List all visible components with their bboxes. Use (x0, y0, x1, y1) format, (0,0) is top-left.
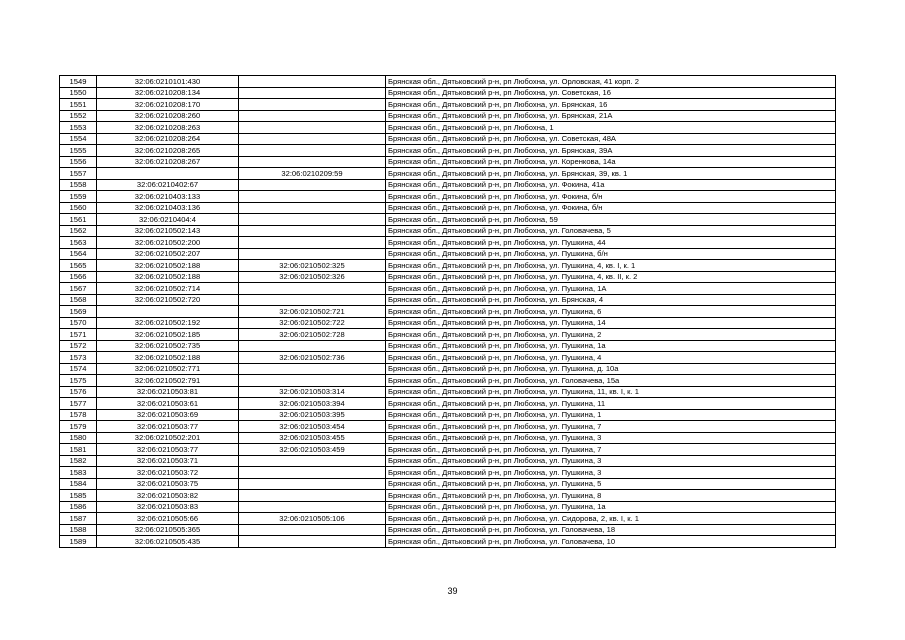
table-row (60, 398, 836, 410)
object-cadastral-number-cell (239, 225, 386, 237)
object-cadastral-number-cell: 32:06:0210503:395 (239, 409, 386, 421)
table-row (60, 122, 836, 134)
row-number-cell: 1552 (60, 110, 97, 122)
row-number-cell: 1553 (60, 122, 97, 134)
land-cadastral-number-cell: 32:06:0210208:263 (97, 122, 239, 134)
object-cadastral-number-cell: 32:06:0210503:454 (239, 421, 386, 433)
row-number-cell: 1571 (60, 329, 97, 341)
object-cadastral-number-cell: 32:06:0210503:455 (239, 432, 386, 444)
row-number-cell: 1579 (60, 421, 97, 433)
object-cadastral-number-cell: 32:06:0210503:394 (239, 398, 386, 410)
table-row (60, 340, 836, 352)
address-cell: Брянская обл., Дятьковский р-н, рп Любохна, ул. Брянская, 39, кв. 1 (386, 168, 836, 180)
row-number-cell: 1557 (60, 168, 97, 180)
land-cadastral-number-cell: 32:06:0210208:267 (97, 156, 239, 168)
row-number-cell: 1550 (60, 87, 97, 99)
address-cell: Брянская обл., Дятьковский р-н, рп Любохна, ул. Советская, 16 (386, 87, 836, 99)
table-row (60, 271, 836, 283)
table-row (60, 536, 836, 548)
table-row (60, 179, 836, 191)
table-row (60, 156, 836, 168)
address-cell: Брянская обл., Дятьковский р-н, рп Любохна, ул. Советская, 48А (386, 133, 836, 145)
land-cadastral-number-cell: 32:06:0210503:77 (97, 444, 239, 456)
address-cell: Брянская обл., Дятьковский р-н, рп Любохна, ул. Фокина, б/н (386, 191, 836, 203)
address-cell: Брянская обл., Дятьковский р-н, рп Любохна, ул. Головачева, 18 (386, 524, 836, 536)
table-row (60, 260, 836, 272)
address-cell: Брянская обл., Дятьковский р-н, рп Любохна, ул. Пушкина, 7 (386, 444, 836, 456)
table-row (60, 524, 836, 536)
address-cell: Брянская обл., Дятьковский р-н, рп Любохна, ул. Пушкина, 2 (386, 329, 836, 341)
land-cadastral-number-cell: 32:06:0210503:83 (97, 501, 239, 513)
land-cadastral-number-cell: 32:06:0210503:77 (97, 421, 239, 433)
row-number-cell: 1589 (60, 536, 97, 548)
page-number: 39 (447, 586, 458, 596)
table-row (60, 133, 836, 145)
land-cadastral-number-cell: 32:06:0210503:81 (97, 386, 239, 398)
table-row (60, 455, 836, 467)
address-cell: Брянская обл., Дятьковский р-н, рп Любохна, ул. Пушкина, 4, кв. I, к. 1 (386, 260, 836, 272)
land-cadastral-number-cell: 32:06:0210502:143 (97, 225, 239, 237)
land-cadastral-number-cell: 32:06:0210502:185 (97, 329, 239, 341)
land-cadastral-number-cell: 32:06:0210505:365 (97, 524, 239, 536)
table-row (60, 110, 836, 122)
row-number-cell: 1586 (60, 501, 97, 513)
object-cadastral-number-cell (239, 375, 386, 387)
address-cell: Брянская обл., Дятьковский р-н, рп Любохна, ул. Пушкина, 44 (386, 237, 836, 249)
object-cadastral-number-cell (239, 99, 386, 111)
object-cadastral-number-cell (239, 283, 386, 295)
row-number-cell: 1567 (60, 283, 97, 295)
object-cadastral-number-cell (239, 202, 386, 214)
object-cadastral-number-cell (239, 340, 386, 352)
address-cell: Брянская обл., Дятьковский р-н, рп Любохна, ул. Коренкова, 14а (386, 156, 836, 168)
object-cadastral-number-cell (239, 248, 386, 260)
table-row (60, 237, 836, 249)
row-number-cell: 1561 (60, 214, 97, 226)
row-number-cell: 1573 (60, 352, 97, 364)
land-cadastral-number-cell: 32:06:0210503:69 (97, 409, 239, 421)
land-cadastral-number-cell: 32:06:0210505:66 (97, 513, 239, 525)
table-row (60, 202, 836, 214)
table-row (60, 76, 836, 88)
land-cadastral-number-cell: 32:06:0210502:714 (97, 283, 239, 295)
address-cell: Брянская обл., Дятьковский р-н, рп Любохна, 1 (386, 122, 836, 134)
table-row (60, 168, 836, 180)
table-row (60, 283, 836, 295)
row-number-cell: 1585 (60, 490, 97, 502)
table-row (60, 145, 836, 157)
land-cadastral-number-cell: 32:06:0210502:771 (97, 363, 239, 375)
land-cadastral-number-cell: 32:06:0210503:71 (97, 455, 239, 467)
row-number-cell: 1559 (60, 191, 97, 203)
table-row (60, 444, 836, 456)
object-cadastral-number-cell (239, 214, 386, 226)
address-cell: Брянская обл., Дятьковский р-н, рп Любохна, ул. Пушкина, 3 (386, 432, 836, 444)
land-cadastral-number-cell: 32:06:0210503:82 (97, 490, 239, 502)
row-number-cell: 1568 (60, 294, 97, 306)
land-cadastral-number-cell: 32:06:0210208:260 (97, 110, 239, 122)
object-cadastral-number-cell: 32:06:0210502:736 (239, 352, 386, 364)
table-row (60, 501, 836, 513)
land-cadastral-number-cell: 32:06:0210502:201 (97, 432, 239, 444)
row-number-cell: 1580 (60, 432, 97, 444)
land-cadastral-number-cell: 32:06:0210503:72 (97, 467, 239, 479)
address-cell: Брянская обл., Дятьковский р-н, рп Любохна, ул. Пушкина, 14 (386, 317, 836, 329)
table-row (60, 490, 836, 502)
row-number-cell: 1588 (60, 524, 97, 536)
object-cadastral-number-cell (239, 87, 386, 99)
row-number-cell: 1575 (60, 375, 97, 387)
address-cell: Брянская обл., Дятьковский р-н, рп Любохна, ул. Орловская, 41 корп. 2 (386, 76, 836, 88)
object-cadastral-number-cell (239, 237, 386, 249)
address-cell: Брянская обл., Дятьковский р-н, рп Любохна, 59 (386, 214, 836, 226)
row-number-cell: 1562 (60, 225, 97, 237)
land-cadastral-number-cell: 32:06:0210101:430 (97, 76, 239, 88)
table-row (60, 294, 836, 306)
table-row (60, 478, 836, 490)
address-cell: Брянская обл., Дятьковский р-н, рп Любохна, ул. Пушкина, 4, кв. II, к. 2 (386, 271, 836, 283)
address-cell: Брянская обл., Дятьковский р-н, рп Любохна, ул. Брянская, 16 (386, 99, 836, 111)
land-cadastral-number-cell: 32:06:0210502:192 (97, 317, 239, 329)
table-body (60, 76, 836, 548)
object-cadastral-number-cell: 32:06:0210209:59 (239, 168, 386, 180)
object-cadastral-number-cell (239, 363, 386, 375)
row-number-cell: 1558 (60, 179, 97, 191)
row-number-cell: 1578 (60, 409, 97, 421)
row-number-cell: 1587 (60, 513, 97, 525)
table-row (60, 409, 836, 421)
row-number-cell: 1570 (60, 317, 97, 329)
land-cadastral-number-cell: 32:06:0210208:134 (97, 87, 239, 99)
table-row (60, 248, 836, 260)
address-cell: Брянская обл., Дятьковский р-н, рп Любохна, ул. Пушкина, 1А (386, 283, 836, 295)
address-cell: Брянская обл., Дятьковский р-н, рп Любохна, ул. Сидорова, 2, кв. I, к. 1 (386, 513, 836, 525)
address-cell: Брянская обл., Дятьковский р-н, рп Любохна, ул. Головачева, 5 (386, 225, 836, 237)
table-row (60, 467, 836, 479)
object-cadastral-number-cell: 32:06:0210502:325 (239, 260, 386, 272)
address-cell: Брянская обл., Дятьковский р-н, рп Любохна, ул. Брянская, 21А (386, 110, 836, 122)
table-row (60, 99, 836, 111)
object-cadastral-number-cell (239, 478, 386, 490)
table-row (60, 352, 836, 364)
object-cadastral-number-cell: 32:06:0210503:459 (239, 444, 386, 456)
row-number-cell: 1555 (60, 145, 97, 157)
land-cadastral-number-cell: 32:06:0210502:188 (97, 352, 239, 364)
land-cadastral-number-cell: 32:06:0210502:188 (97, 260, 239, 272)
address-cell: Брянская обл., Дятьковский р-н, рп Любохна, ул. Фокина, 41а (386, 179, 836, 191)
object-cadastral-number-cell (239, 536, 386, 548)
object-cadastral-number-cell (239, 524, 386, 536)
address-cell: Брянская обл., Дятьковский р-н, рп Любохна, ул. Пушкина, 4 (386, 352, 836, 364)
address-cell: Брянская обл., Дятьковский р-н, рп Любохна, ул. Пушкина, 1а (386, 340, 836, 352)
row-number-cell: 1576 (60, 386, 97, 398)
property-register-table (59, 75, 836, 548)
land-cadastral-number-cell: 32:06:0210208:264 (97, 133, 239, 145)
land-cadastral-number-cell: 32:06:0210502:735 (97, 340, 239, 352)
land-cadastral-number-cell: 32:06:0210502:791 (97, 375, 239, 387)
address-cell: Брянская обл., Дятьковский р-н, рп Любохна, ул. Брянская, 4 (386, 294, 836, 306)
address-cell: Брянская обл., Дятьковский р-н, рп Любохна, ул. Пушкина, д. 10а (386, 363, 836, 375)
land-cadastral-number-cell: 32:06:0210403:133 (97, 191, 239, 203)
object-cadastral-number-cell: 32:06:0210502:722 (239, 317, 386, 329)
object-cadastral-number-cell (239, 76, 386, 88)
table-row (60, 225, 836, 237)
table-row (60, 513, 836, 525)
object-cadastral-number-cell: 32:06:0210502:326 (239, 271, 386, 283)
table-row (60, 329, 836, 341)
address-cell: Брянская обл., Дятьковский р-н, рп Любохна, ул. Пушкина, 7 (386, 421, 836, 433)
object-cadastral-number-cell (239, 490, 386, 502)
land-cadastral-number-cell: 32:06:0210503:75 (97, 478, 239, 490)
address-cell: Брянская обл., Дятьковский р-н, рп Любохна, ул. Головачева, 15а (386, 375, 836, 387)
land-cadastral-number-cell: 32:06:0210502:188 (97, 271, 239, 283)
row-number-cell: 1551 (60, 99, 97, 111)
object-cadastral-number-cell (239, 455, 386, 467)
land-cadastral-number-cell: 32:06:0210503:61 (97, 398, 239, 410)
object-cadastral-number-cell (239, 110, 386, 122)
row-number-cell: 1564 (60, 248, 97, 260)
object-cadastral-number-cell (239, 145, 386, 157)
land-cadastral-number-cell: 32:06:0210505:435 (97, 536, 239, 548)
object-cadastral-number-cell: 32:06:0210502:728 (239, 329, 386, 341)
row-number-cell: 1565 (60, 260, 97, 272)
address-cell: Брянская обл., Дятьковский р-н, рп Любохна, ул. Пушкина, 5 (386, 478, 836, 490)
object-cadastral-number-cell (239, 294, 386, 306)
land-cadastral-number-cell: 32:06:0210208:170 (97, 99, 239, 111)
address-cell: Брянская обл., Дятьковский р-н, рп Любохна, ул. Головачева, 10 (386, 536, 836, 548)
address-cell: Брянская обл., Дятьковский р-н, рп Любохна, ул. Пушкина, 3 (386, 455, 836, 467)
table-row (60, 214, 836, 226)
land-cadastral-number-cell: 32:06:0210502:200 (97, 237, 239, 249)
object-cadastral-number-cell (239, 122, 386, 134)
land-cadastral-number-cell (97, 168, 239, 180)
row-number-cell: 1572 (60, 340, 97, 352)
table-row (60, 317, 836, 329)
row-number-cell: 1560 (60, 202, 97, 214)
object-cadastral-number-cell: 32:06:0210503:314 (239, 386, 386, 398)
land-cadastral-number-cell (97, 306, 239, 318)
table-row (60, 386, 836, 398)
object-cadastral-number-cell (239, 156, 386, 168)
object-cadastral-number-cell (239, 179, 386, 191)
address-cell: Брянская обл., Дятьковский р-н, рп Любохна, ул. Брянская, 39А (386, 145, 836, 157)
land-cadastral-number-cell: 32:06:0210402:67 (97, 179, 239, 191)
object-cadastral-number-cell (239, 467, 386, 479)
object-cadastral-number-cell: 32:06:0210502:721 (239, 306, 386, 318)
address-cell: Брянская обл., Дятьковский р-н, рп Любохна, ул. Пушкина, 11 (386, 398, 836, 410)
table-row (60, 87, 836, 99)
property-register-table-wrapper (59, 75, 836, 548)
land-cadastral-number-cell: 32:06:0210208:265 (97, 145, 239, 157)
row-number-cell: 1556 (60, 156, 97, 168)
table-row (60, 375, 836, 387)
address-cell: Брянская обл., Дятьковский р-н, рп Любохна, ул. Пушкина, 1а (386, 501, 836, 513)
address-cell: Брянская обл., Дятьковский р-н, рп Любохна, ул. Пушкина, 6 (386, 306, 836, 318)
table-row (60, 432, 836, 444)
table-row (60, 191, 836, 203)
land-cadastral-number-cell: 32:06:0210502:207 (97, 248, 239, 260)
row-number-cell: 1583 (60, 467, 97, 479)
address-cell: Брянская обл., Дятьковский р-н, рп Любохна, ул. Пушкина, б/н (386, 248, 836, 260)
row-number-cell: 1563 (60, 237, 97, 249)
address-cell: Брянская обл., Дятьковский р-н, рп Любохна, ул. Пушкина, 11, кв. I, к. 1 (386, 386, 836, 398)
land-cadastral-number-cell: 32:06:0210403:136 (97, 202, 239, 214)
table-row (60, 363, 836, 375)
row-number-cell: 1581 (60, 444, 97, 456)
object-cadastral-number-cell: 32:06:0210505:106 (239, 513, 386, 525)
object-cadastral-number-cell (239, 501, 386, 513)
address-cell: Брянская обл., Дятьковский р-н, рп Любохна, ул. Пушкина, 8 (386, 490, 836, 502)
row-number-cell: 1574 (60, 363, 97, 375)
row-number-cell: 1577 (60, 398, 97, 410)
address-cell: Брянская обл., Дятьковский р-н, рп Любохна, ул. Пушкина, 1 (386, 409, 836, 421)
row-number-cell: 1582 (60, 455, 97, 467)
table-row (60, 421, 836, 433)
table-row (60, 306, 836, 318)
address-cell: Брянская обл., Дятьковский р-н, рп Любохна, ул. Пушкина, 3 (386, 467, 836, 479)
row-number-cell: 1554 (60, 133, 97, 145)
row-number-cell: 1569 (60, 306, 97, 318)
object-cadastral-number-cell (239, 191, 386, 203)
land-cadastral-number-cell: 32:06:0210502:720 (97, 294, 239, 306)
object-cadastral-number-cell (239, 133, 386, 145)
row-number-cell: 1584 (60, 478, 97, 490)
land-cadastral-number-cell: 32:06:0210404:4 (97, 214, 239, 226)
row-number-cell: 1549 (60, 76, 97, 88)
row-number-cell: 1566 (60, 271, 97, 283)
address-cell: Брянская обл., Дятьковский р-н, рп Любохна, ул. Фокина, б/н (386, 202, 836, 214)
